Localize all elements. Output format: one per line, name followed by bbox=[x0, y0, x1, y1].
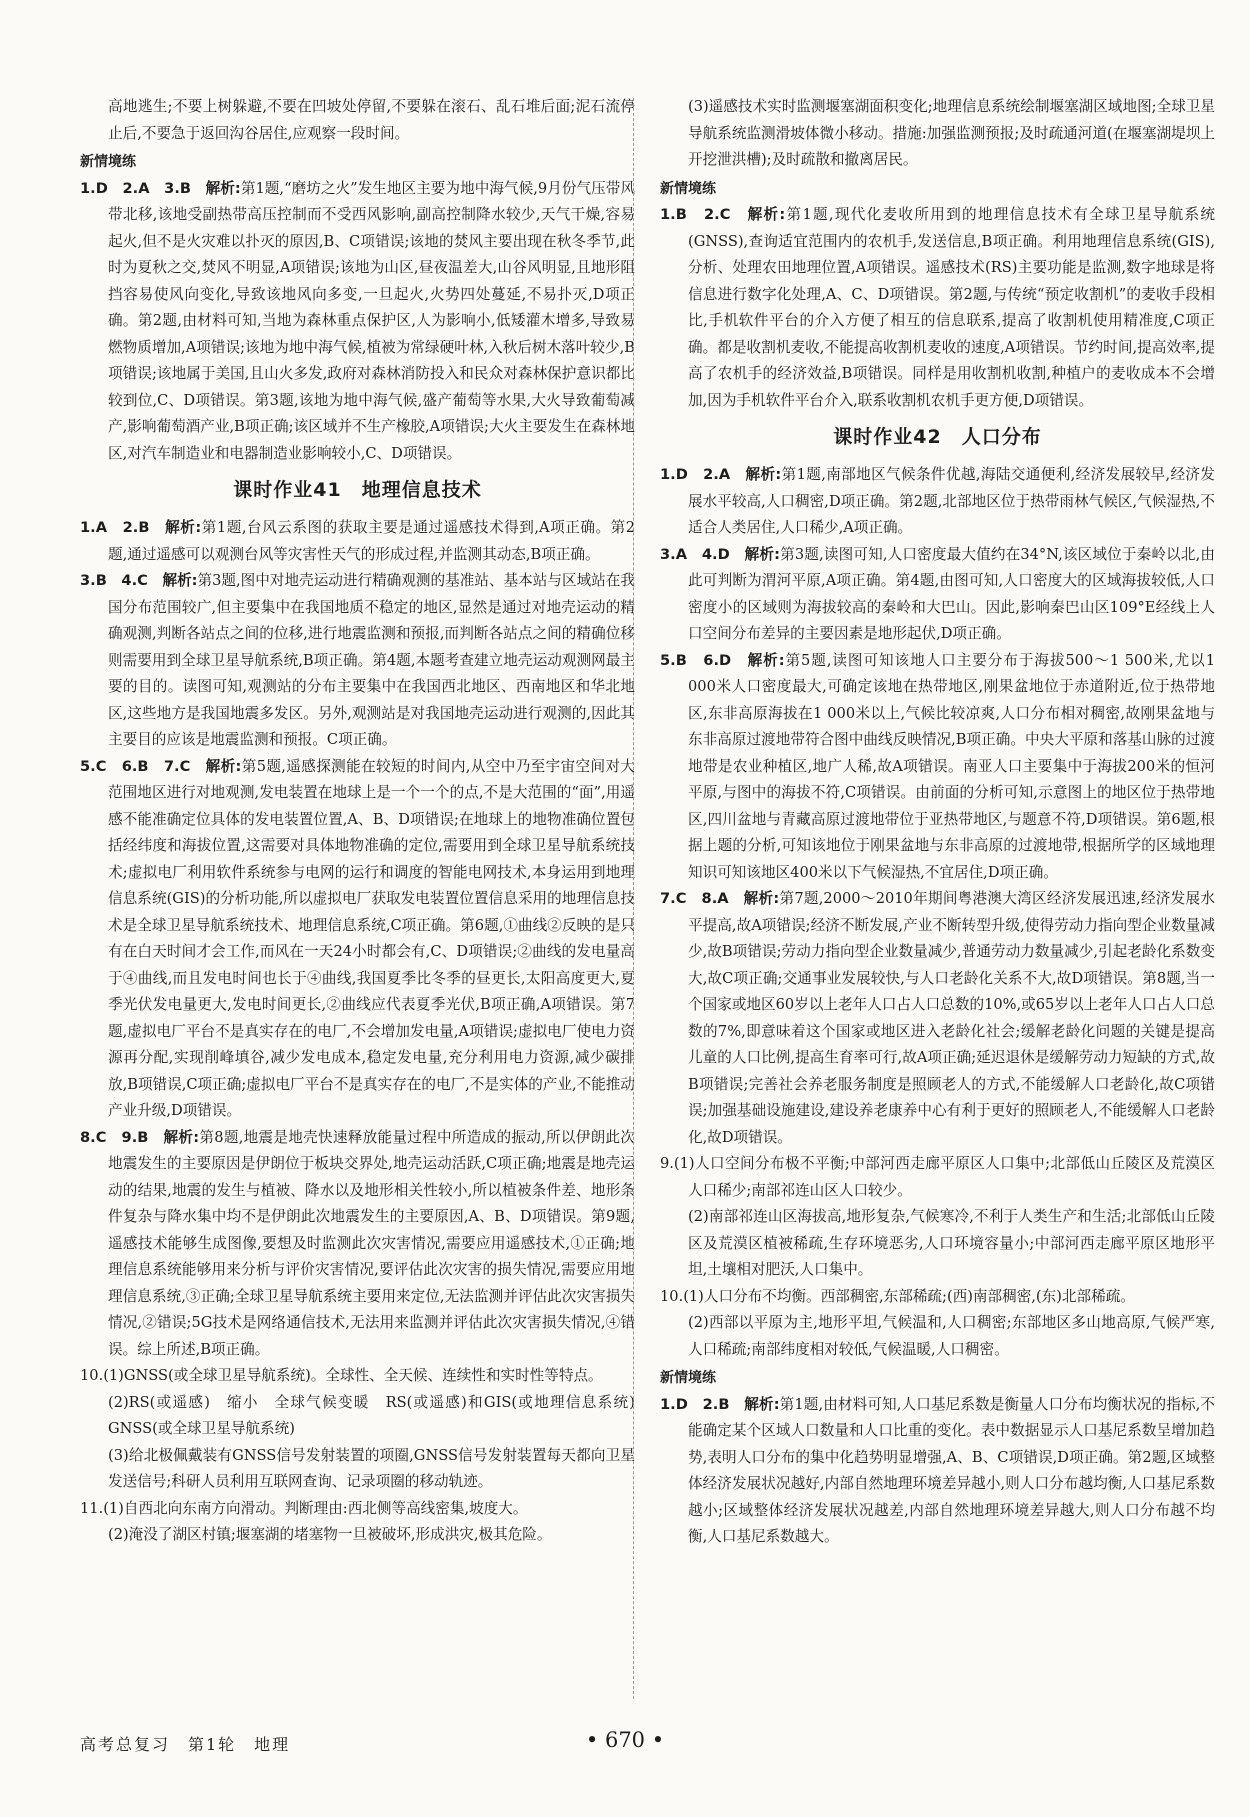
answer-explanation: 第5题,读图可知该地人口主要分布于海拔500～1 500米,尤以1 000米人口密度最大,可确定该地在热带地区,刚果盆地位于赤道附近,位于热带地区,东非高原海拔在1 000米以上,气候比较凉爽,人口分布相对稠密,故刚果盆地与东非高原过渡地带符合图中曲线反映情况,B项正确。中央大平原和落基山脉的过渡地带是农业种植区,地广人稀,故A项错误。南亚人口主要集中于海拔200米的恒河平原,与图中的海拔不符,C项错误。由前面的分析可知,示意图上的地区位于热带地区,四川盆地与青藏高原过渡地带位于亚热带地区,与题意不符,D项错误。第6题,根据上题的分析,可知该地位于刚果盆地与东非高原的过渡地带,根据所学的区域地理知识可知该地区400米以下气候湿热,不宜居住,D项正确。 bbox=[688, 651, 1215, 881]
answer-item bbox=[80, 754, 635, 1125]
answer-paragraph: (3)给北极佩戴装有GNSS信号发射装置的项圈,GNSS信号发射装置每天都向卫星发送信号;科研人员利用互联网查询、记录项圈的移动轨迹。 bbox=[108, 1446, 635, 1490]
answer-key: 5.C 6.B 7.C 解析: bbox=[80, 757, 242, 775]
answer-key: 5.B 6.D 解析: bbox=[660, 651, 785, 669]
left-column bbox=[80, 94, 650, 1549]
answer-paragraph: (2)西部以平原为主,地形平坦,气候温和,人口稠密;东部地区多山地高原,气候严寒,人口稀疏;南部纬度相对较低,气候温暖,人口稠密。 bbox=[688, 1314, 1215, 1358]
answer-explanation: 第3题,图中对地壳运动进行精确观测的基准站、基本站与区域站在我国分布范围较广,但主要集中在我国地质不稳定的地区,显然是通过对地壳运动的精确观测,判断各站点之间的位移,进行地震监测和预报,而判断各站点之间的精确位移则需要用到全球卫星导航系统,B项正确。第4题,本题考查建立地壳运动观测网最主要的目的。读图可知,观测站的分布主要集中在我国西北地区、西南地区和华北地区,这些地方是我国地震多发区。另外,观测站是对我国地壳运动进行观测的,因此其主要目的应该是地震监测和预报。C项正确。 bbox=[108, 572, 635, 748]
subsection-label: 新情境练 bbox=[660, 180, 716, 197]
answer-explanation: 10.(1)GNSS(或全球卫星导航系统)。全球性、全天候、连续性和实时性等特点。 bbox=[80, 1367, 603, 1384]
answer-explanation: 第3题,读图可知,人口密度最大值约在34°N,该区域位于秦岭以北,由此可判断为渭河平原,A项正确。第4题,由图可知,人口密度大的区域海拔较低,人口密度小的区域则为海拔较高的秦岭和大巴山。因此,影响秦巴山区109°E经线上人口空间分布差异的主要因素是地形起伏,D项正确。 bbox=[688, 545, 1215, 642]
answer-explanation: 第1题,南部地区气候条件优越,海陆交通便利,经济发展较早,经济发展水平较高,人口稠密,D项正确。第2题,北部地区位于热带雨林气候区,气候湿热,不适合人类居住,人口稀少,A项正确。 bbox=[688, 466, 1215, 536]
answer-explanation: 10.(1)人口分布不均衡。西部稠密,东部稀疏;(西)南部稠密,(东)北部稀疏。 bbox=[660, 1287, 1135, 1305]
right-column bbox=[660, 94, 1215, 1551]
answer-explanation: 第5题,遥感探测能在较短的时间内,从空中乃至宇宙空间对大范围地区进行对地观测,发电装置在地球上是一个一个的点,不是大范围的“面”,用遥感不能准确定位具体的发电装置位置,A、B、D项错误;在地球上的地物准确位置包括经纬度和海拔位置,这需要对具体地物准确的定位,需要用到全球卫星导航系统技术;虚拟电厂利用软件系统参与电网的运行和调度的智能电网技术,本身运用到地理信息系统(GIS)的分析功能,所以虚拟电厂获取发电装置位置信息采用的地理信息技术是全球卫星导航系统技术、地理信息系统,C项正确。第6题,①曲线②反映的是只有在白天时间才会工作,而风在一天24小时都会有,C、D项错误;②曲线的发电量高于④曲线,而且发电时间也长于④曲线,我国夏季比冬季的昼更长,太阳高度更大,夏季光伏发电量更大,发电时间更长,②曲线应代表夏季光伏,B项正确,A项错误。第7题,虚拟电厂平台不是真实存在的电厂,不会增加发电量,A项错误;虚拟电厂使电力资源再分配,实现削峰填谷,减少发电成本,稳定发电量,充分利用电力资源,减少碳排放,B项错误,C项正确;虚拟电厂平台不是真实存在的电厂,不是实体的产业,不能推动产业升级,D项错误。 bbox=[108, 757, 635, 1119]
answer-explanation: 9.(1)人口空间分布极不平衡;中部河西走廊平原区人口集中;北部低山丘陵区及荒漠区人口稀少;南部祁连山区人口较少。 bbox=[660, 1155, 1215, 1199]
answer-key: 8.C 9.B 解析: bbox=[80, 1128, 200, 1146]
answer-item bbox=[80, 1125, 635, 1364]
answer-item bbox=[660, 1151, 1215, 1204]
answer-key: 1.D 2.A 3.B 解析: bbox=[80, 179, 241, 197]
answer-item bbox=[660, 1284, 1215, 1311]
answer-explanation: 第7题,2000～2010年期间粤港澳大湾区经济发展迅速,经济发展水平提高,故A项错误;经济不断发展,产业不断转型升级,使得劳动力指向型企业数量减少,故B项错误;劳动力指向型企业数量减少,普通劳动力数量减少,引起老龄化系数变大,故C项正确;交通事业发展较快,与人口老龄化关系不大,故D项错误。第8题,当一个国家或地区60岁以上老年人口占人口总数的10%,或65岁以上老年人口占人口总数的7%,即意味着这个国家或地区进入老龄化社会;缓解老龄化问题的关键是提高儿童的人口比例,提高生育率可行,故A项正确;延迟退休是缓解劳动力短缺的方式,故B项错误;完善社会养老服务制度是照顾老人的方式,不能缓解人口老龄化,故C项错误;加强基础设施建设,建设养老康养中心有利于更好的照顾老人,不能缓解人口老龄化,故D项错误。 bbox=[688, 890, 1215, 1146]
answer-key: 1.D 2.B 解析: bbox=[660, 1395, 780, 1413]
answer-paragraph: (2)南部祁连山区海拔高,地形复杂,气候寒冷,不利于人类生产和生活;北部低山丘陵区及荒漠区植被稀疏,生存环境恶劣,人口环境容量小;中部河西走廊平原区地形平坦,土壤相对肥沃,人口集中。 bbox=[688, 1208, 1215, 1278]
answer-item bbox=[80, 1496, 635, 1523]
answer-paragraph: (3)遥感技术实时监测堰塞湖面积变化;地理信息系统绘制堰塞湖区域地图;全球卫星导航系统监测滑坡体微小移动。措施:加强监测预报;及时疏通河道(在堰塞湖堤坝上开挖泄洪槽);及时疏散和撤离居民。 bbox=[688, 98, 1215, 168]
answer-item bbox=[80, 1363, 635, 1390]
answer-key: 1.D 2.A 解析: bbox=[660, 466, 782, 483]
answer-key: 3.A 4.D 解析: bbox=[660, 545, 780, 563]
answer-explanation: 第1题,“磨坊之火”发生地区主要为地中海气候,9月份气压带风带北移,该地受副热带高压控制而不受西风影响,副高控制降水较少,天气干燥,容易起火,但不是火灾难以扑灭的原因,B、C项错误;该地的焚风主要出现在秋冬季节,此时为夏秋之交,焚风不明显,A项错误;该地为山区,昼夜温差大,山谷风明显,且地形阻挡容易使风向变化,导致该地风向多变,一旦起火,火势四处蔓延,不易扑灭,D项正确。第2题,由材料可知,当地为森林重点保护区,人为影响小,低矮灌木增多,导致易燃物质增加,A项错误;该地为地中海气候,植被为常绿硬叶林,入秋后树木落叶较少,B项错误;该地属于美国,且山火多发,政府对森林消防投入和民众对森林保护意识都比较到位,C、D项错误。第3题,该地为地中海气候,盛产葡萄等水果,大火导致葡萄减产,影响葡萄酒产业,B项正确;该区域并不生产橡胶,A项错误;大火主要发生在森林地区,对汽车制造业和电器制造业影响较小,C、D项错误。 bbox=[108, 179, 635, 462]
answer-item bbox=[80, 176, 635, 468]
answer-key: 1.A 2.B 解析: bbox=[80, 519, 202, 536]
answer-key: 3.B 4.C 解析: bbox=[80, 572, 198, 589]
answer-explanation: 第1题,现代化麦收所用到的地理信息技术有全球卫星导航系统(GNSS),查询适宜范围内的农机手,发送信息,B项正确。利用地理信息系统(GIS),分析、处理农田地理位置,A项错误。遥感技术(RS)主要功能是监测,数字地球是将信息进行数字化处理,A、C、D项错误。第2题,与传统“预定收割机”的麦收手段相比,手机软件平台的介入方便了相互的信息联系,提高了收割机使用精准度,C项正确。都是收割机麦收,不能提高收割机麦收的速度,A项错误。节约时间,提高效率,提高了农机手的经济效益,B项错误。同样是用收割机收割,种植户的麦收成本不会增加,因为手机软件平台介入,联系收割机农机手更方便,D项错误。 bbox=[688, 206, 1215, 409]
answer-paragraph: 高地逃生;不要上树躲避,不要在凹坡处停留,不要躲在滚石、乱石堆后面;泥石流停止后,不要急于返回沟谷居住,应观察一段时间。 bbox=[108, 98, 635, 142]
page-number: • 670 • bbox=[585, 1728, 665, 1752]
answer-item bbox=[660, 1392, 1215, 1551]
column-divider bbox=[633, 98, 634, 1699]
answer-item bbox=[660, 542, 1215, 648]
section-title: 课时作业42 人口分布 bbox=[833, 426, 1042, 448]
answer-key: 1.B 2.C 解析: bbox=[660, 206, 786, 223]
subsection-label: 新情境练 bbox=[660, 1370, 716, 1386]
answer-item bbox=[660, 462, 1215, 542]
footer-book-title: 高考总复习 第1轮 地理 bbox=[80, 1735, 291, 1754]
answer-paragraph: (2)RS(或遥感) 缩小 全球气候变暖 RS(或遥感)和GIS(或地理信息系统) GNSS(或全球卫星导航系统) bbox=[108, 1393, 650, 1437]
answer-paragraph: (2)淹没了湖区村镇;堰塞湖的堵塞物一旦被破坏,形成洪灾,极其危险。 bbox=[108, 1526, 552, 1543]
answer-item bbox=[80, 568, 635, 754]
answer-item bbox=[660, 202, 1215, 414]
answer-explanation: 第1题,台风云系图的获取主要是通过遥感技术得到,A项正确。第2题,通过遥感可以观测台风等灾害性天气的形成过程,并监测其动态,B项正确。 bbox=[108, 519, 635, 563]
page-footer bbox=[80, 1728, 1170, 1768]
answer-explanation: 第1题,由材料可知,人口基尼系数是衡量人口分布均衡状况的指标,不能确定某个区域人口数量和人口比重的变化。表中数据显示人口基尼系数呈增加趋势,表明人口分布的集中化趋势明显增强,A、B、C项错误,D项正确。第2题,区域整体经济发展状况越好,内部自然地理环境差异越小,则人口分布越均衡,人口基尼系数越小;区域整体经济发展状况越差,内部自然地理环境差异越大,则人口分布越不均衡,人口基尼系数越大。 bbox=[688, 1395, 1215, 1545]
answer-item bbox=[660, 648, 1215, 887]
answer-key: 7.C 8.A 解析: bbox=[660, 890, 780, 907]
answer-item bbox=[80, 515, 635, 568]
answer-explanation: 第8题,地震是地壳快速释放能量过程中所造成的振动,所以伊朗此次地震发生的主要原因是伊朗位于板块交界处,地壳运动活跃,C项正确;地震是地壳运动的结果,地震的发生与植被、降水以及地形相关性较小,所以植被条件差、地形条件复杂与降水集中均不是伊朗此次地震发生的主要原因,A、B、D项错误。第9题,遥感技术能够生成图像,要想及时监测此次灾害情况,需要应用遥感技术,①正确;地理信息系统能够用来分析与评价灾害情况,要评估此次灾害的损失情况,需要应用地理信息系统,③正确;全球卫星导航系统主要用来定位,无法监测并评估此次灾害损失情况,②错误;5G技术是网络通信技术,无法用来监测并评估此次灾害损失情况,④错误。综上所述,B项正确。 bbox=[108, 1128, 635, 1358]
subsection-label: 新情境练 bbox=[80, 154, 136, 170]
section-title: 课时作业41 地理信息技术 bbox=[233, 479, 482, 501]
answer-explanation: 11.(1)自西北向东南方向滑动。判断理由:西北侧等高线密集,坡度大。 bbox=[80, 1499, 528, 1517]
answer-item bbox=[660, 886, 1215, 1151]
